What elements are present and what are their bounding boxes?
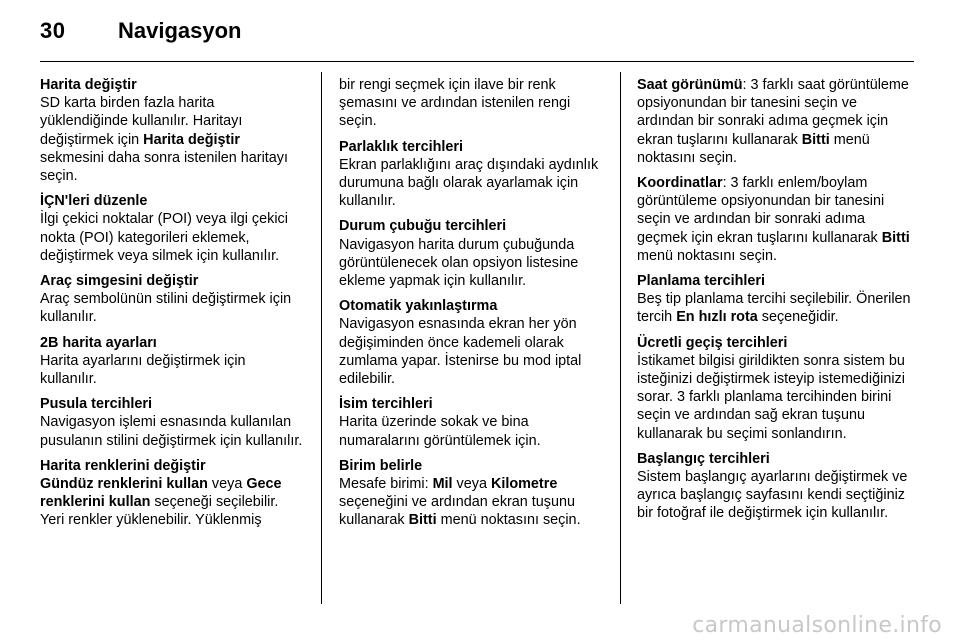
section-heading: Pusula tercihleri <box>40 396 152 413</box>
section-heading: Araç simgesini değiştir <box>40 273 199 290</box>
section-heading: Durum çubuğu tercihleri <box>339 218 507 235</box>
text-run: : 3 farklı saat görüntüleme opsiyonundan bir tanesini seçin ve ardından bir sonraki adıma geçmek için ekran tuşlarını kullanarak <box>637 77 909 148</box>
section-body <box>40 210 306 265</box>
text-run: Navigasyon işlemi esnasında kullanılan pusulanın stilini değiştirmek için kullanılır. <box>40 414 303 449</box>
section <box>339 395 609 450</box>
section <box>40 457 306 530</box>
bold-term: Koordinatlar <box>637 175 723 192</box>
section-heading: Birim belirle <box>339 457 423 474</box>
section-heading: Planlama tercihleri <box>637 273 765 290</box>
section <box>637 272 912 327</box>
section-heading: Harita değiştir <box>40 77 137 93</box>
section-heading: İsim tercihleri <box>339 396 433 413</box>
text-run: Ekran parlaklığını araç dışındaki aydınlık durumuna bağlı olarak ayarlamak için kullanılır. <box>339 156 599 210</box>
section-body <box>637 290 912 326</box>
section-body <box>339 76 609 131</box>
section-body <box>637 174 912 265</box>
text-run: SD karta birden fazla harita yüklendiğinde kullanılır. Haritayı değiştirmek için <box>40 95 243 148</box>
column-divider-2 <box>620 72 621 604</box>
text-run: menü noktasını seçin. <box>436 512 581 529</box>
bold-term: Saat görünümü <box>637 77 743 93</box>
section <box>40 192 306 265</box>
section-body <box>339 413 609 449</box>
section-body <box>637 352 912 443</box>
bold-term: Bitti <box>408 512 437 529</box>
section <box>339 457 609 530</box>
section <box>339 138 609 211</box>
section <box>637 174 912 265</box>
section-body <box>339 236 609 291</box>
section-heading: Otomatik yakınlaştırma <box>339 298 498 315</box>
section-body <box>40 352 306 388</box>
text-run: menü noktasını seçin. <box>637 247 777 264</box>
text-run: veya <box>452 476 491 493</box>
bold-term: Bitti <box>801 131 830 148</box>
column-2 <box>339 76 609 537</box>
section-body <box>40 94 306 185</box>
text-run: Navigasyon esnasında ekran her yön değişiminden önce kademeli olarak zumlama yapar. İstenirse bu mod iptal edilebilir. <box>339 316 582 388</box>
text-run: Sistem başlangıç ayarlarını değiştirmek ve ayrıca başlangıç sayfasını kendi seçtiğiniz bir fotoğraf ile değiştirmek için kullanılır. <box>637 469 908 522</box>
text-run: Navigasyon harita durum çubuğunda görüntülenecek olan opsiyon listesine ekleme yapmak için kullanılır. <box>339 236 579 290</box>
section <box>40 272 306 327</box>
text-run: Beş tip planlama tercihi seçilebilir. Önerilen tercih <box>637 291 911 326</box>
bold-term: Gündüz renklerini kullan <box>40 476 208 493</box>
section-body <box>339 156 609 211</box>
text-run: menü noktasını seçin. <box>637 131 870 166</box>
bold-term: Mil <box>432 476 453 493</box>
bold-term: En hızlı rota <box>676 309 758 326</box>
section <box>40 334 306 389</box>
header-rule <box>40 61 914 62</box>
text-run: : 3 farklı enlem/boylam görüntüleme opsiyonundan bir tanesini seçin ve ardından bir sonraki adıma geçmek için ekran tuşlarını kullanarak <box>637 175 885 246</box>
page-number: 30 <box>40 18 66 43</box>
section-heading: Başlangıç tercihleri <box>637 450 770 467</box>
text-run: seçeneğidir. <box>757 309 839 326</box>
section-body <box>637 76 912 167</box>
section-heading: Harita renklerini değiştir <box>40 457 206 474</box>
text-run: bir rengi seçmek için ilave bir renk şemasını ve ardından istenilen rengi seçin. <box>339 77 571 130</box>
text-run: veya <box>207 476 247 493</box>
section-body <box>339 475 609 530</box>
section <box>339 217 609 290</box>
text-run: Mesafe birimi: <box>339 476 433 493</box>
text-run: İstikamet bilgisi girildikten sonra sistem bu isteğinizi değiştirmek isteyip istemediğinizi sorar. 3 farklı planlama tercihinden birini seçin ve ardından sağ ekran tuşunu kullanarak bu seçimi sonlandırın. <box>637 352 905 442</box>
section <box>637 450 912 523</box>
column-3 <box>637 76 912 530</box>
bold-term: Gece renklerini kullan <box>40 476 282 511</box>
section <box>637 76 912 167</box>
section-body <box>40 475 306 530</box>
text-run: Harita üzerinde sokak ve bina numaralarını görüntülemek için. <box>339 414 541 449</box>
page-title: Navigasyon <box>118 18 242 43</box>
text-run: seçeneği seçilebilir. Yeri renkler yüklenebilir. Yüklenmiş <box>40 494 279 529</box>
column-1 <box>40 76 306 537</box>
section <box>339 297 609 388</box>
section-heading: Ücretli geçiş tercihleri <box>637 334 788 351</box>
text-run: Araç sembolünün stilini değiştirmek için kullanılır. <box>40 291 292 326</box>
section-heading: İÇN'leri düzenle <box>40 193 148 210</box>
section <box>40 76 306 185</box>
section-body <box>637 468 912 523</box>
bold-term: Kilometre <box>490 476 558 493</box>
section <box>637 334 912 443</box>
section-body <box>40 290 306 326</box>
section-heading: 2B harita ayarları <box>40 334 157 351</box>
bold-term: Bitti <box>881 229 910 246</box>
section-body <box>339 315 609 388</box>
text-run: sekmesini daha sonra istenilen haritayı seçin. <box>40 149 288 185</box>
section-heading: Parlaklık tercihleri <box>339 138 463 155</box>
section-body <box>40 413 306 449</box>
watermark-text: carmanualsonline.info <box>692 613 942 638</box>
section <box>40 395 306 450</box>
bold-term: Harita değiştir <box>143 131 240 148</box>
text-run: seçeneğini ve ardından ekran tuşunu kullanarak <box>339 494 576 529</box>
column-divider-1 <box>321 72 322 604</box>
text-run: Harita ayarlarını değiştirmek için kullanılır. <box>40 352 246 388</box>
text-run: İlgi çekici noktalar (POI) veya ilgi çekici nokta (POI) kategorileri eklemek, değiştirmek veya silmek için kullanılır. <box>40 211 288 264</box>
section <box>339 76 609 131</box>
